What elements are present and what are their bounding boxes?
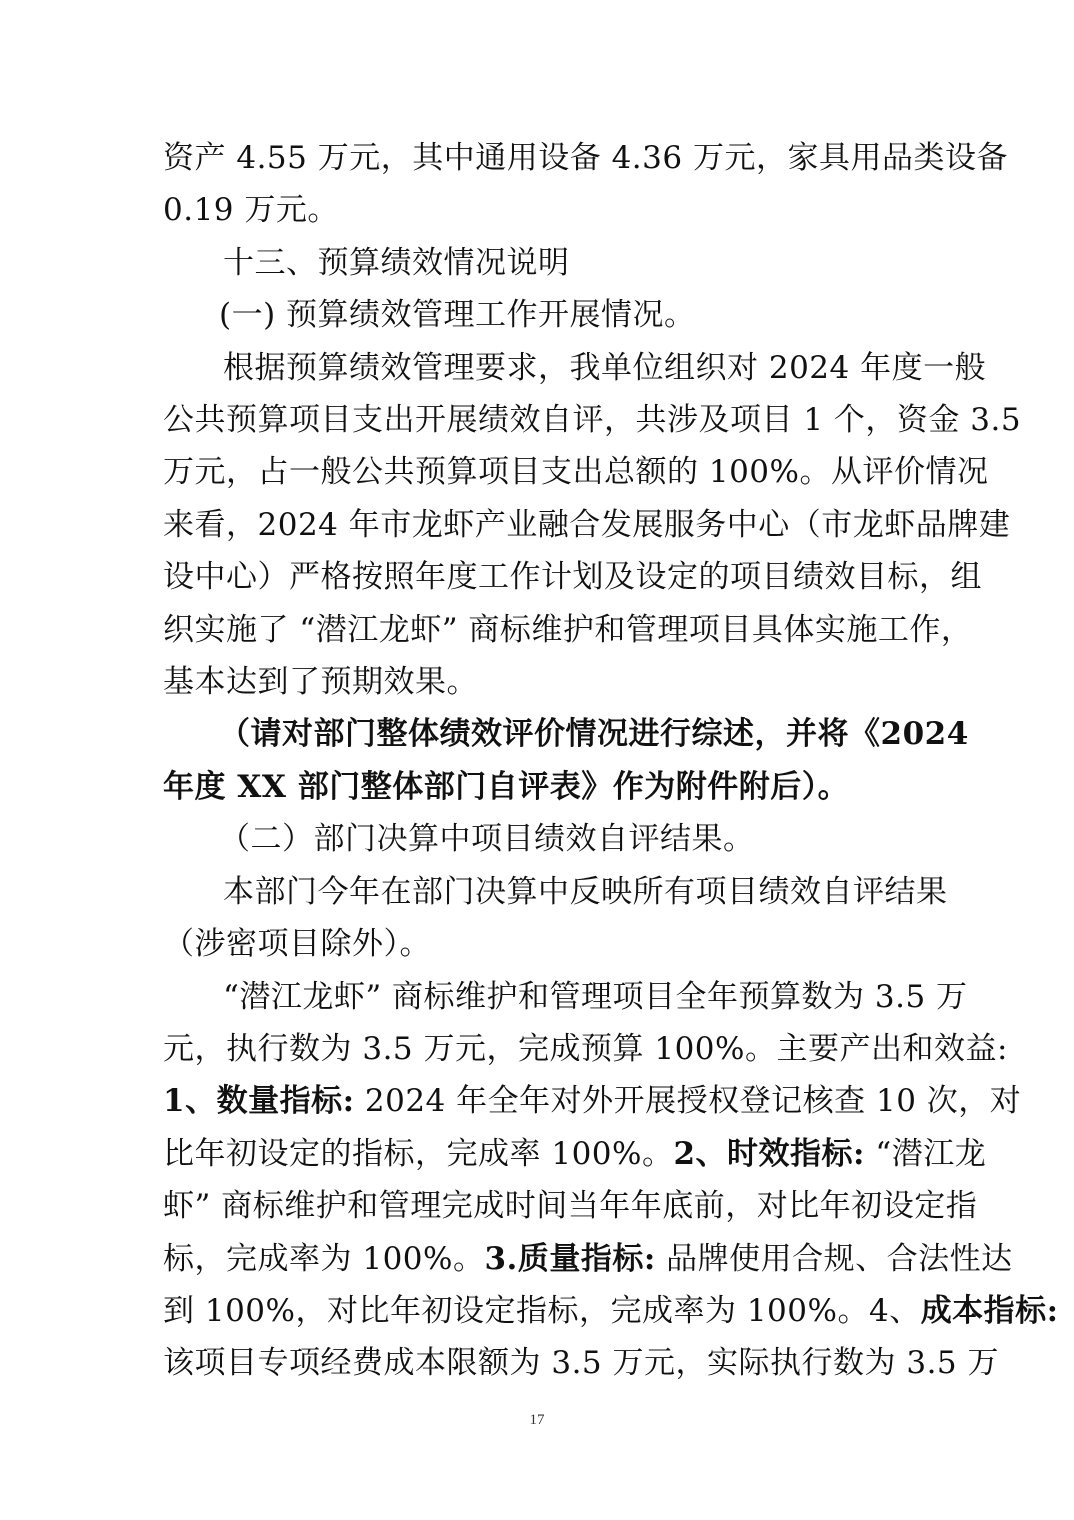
paragraph-line <box>163 1075 1022 1127</box>
paragraph-line: 织实施了 “潜江龙虾” 商标维护和管理项目具体实施工作， <box>163 611 973 648</box>
paragraph-line: 根据预算绩效管理要求，我单位组织对 2024 年度一般 <box>223 349 987 386</box>
subsection-heading: （二）部门决算中项目绩效自评结果。 <box>219 821 755 858</box>
line-segment: 该项目专项经费成本限额为 3.5 万元，实际执行数为 3.5 万 <box>163 1345 1000 1382</box>
paragraph-line <box>163 1180 978 1232</box>
indicator-label: 成本指标: <box>920 1292 1059 1329</box>
line-segment: 标，完成率为 100%。 <box>163 1240 485 1277</box>
instruction-note: （请对部门整体绩效评价情况进行综述，并将《2024 <box>219 716 969 753</box>
paragraph-line: 本部门今年在部门决算中反映所有项目绩效自评结果 <box>223 873 948 910</box>
paragraph-line: “潜江龙虾” 商标维护和管理项目全年预算数为 3.5 万 <box>223 978 968 1015</box>
paragraph-line <box>163 1285 1059 1337</box>
paragraph-line: （涉密项目除外）。 <box>163 926 431 963</box>
indicator-label: 2、时效指标: <box>673 1135 865 1172</box>
section-heading: 十三、预算绩效情况说明 <box>223 244 570 281</box>
indicator-label: 3.质量指标: <box>484 1240 656 1277</box>
instruction-note: 年度 XX 部门整体部门自评表》作为附件附后）。 <box>163 768 850 805</box>
paragraph-line: 设中心）严格按照年度工作计划及设定的项目绩效目标，组 <box>163 559 982 596</box>
page-number: 17 <box>529 1412 545 1428</box>
paragraph-line: 资产 4.55 万元，其中通用设备 4.36 万元，家具用品类设备 <box>163 140 1008 176</box>
line-segment: 元，执行数为 3.5 万元，完成预算 100%。主要产出和效益: <box>163 1030 1008 1067</box>
paragraph-line: 基本达到了预期效果。 <box>163 664 478 701</box>
paragraph-line <box>163 1023 1008 1075</box>
line-segment: 比年初设定的指标，完成率 100%。 <box>163 1135 674 1172</box>
paragraph-line: 来看，2024 年市龙虾产业融合发展服务中心（市龙虾品牌建 <box>163 506 1011 543</box>
line-segment: 2024 年全年对外开展授权登记核查 10 次，对 <box>354 1083 1022 1120</box>
paragraph-line: 0.19 万元。 <box>163 192 339 229</box>
paragraph-line: 万元，占一般公共预算项目支出总额的 100%。从评价情况 <box>163 454 989 491</box>
paragraph-line <box>163 1337 1000 1389</box>
subsection-heading: (一) 预算绩效管理工作开展情况。 <box>219 297 696 334</box>
paragraph-line: 公共预算项目支出开展绩效自评，共涉及项目 1 个，资金 3.5 <box>163 402 1022 439</box>
body-text <box>163 132 1059 1390</box>
indicator-label: 1、数量指标: <box>163 1083 355 1120</box>
paragraph-line <box>163 1233 1013 1285</box>
line-segment: “潜江龙 <box>865 1135 987 1172</box>
line-segment: 品牌使用合规、合法性达 <box>655 1240 1013 1277</box>
line-segment: 到 100%，对比年初设定指标，完成率为 100%。4、 <box>163 1292 921 1329</box>
line-segment: 虾” 商标维护和管理完成时间当年年底前，对比年初设定指 <box>163 1188 978 1225</box>
paragraph-line <box>163 1128 987 1180</box>
